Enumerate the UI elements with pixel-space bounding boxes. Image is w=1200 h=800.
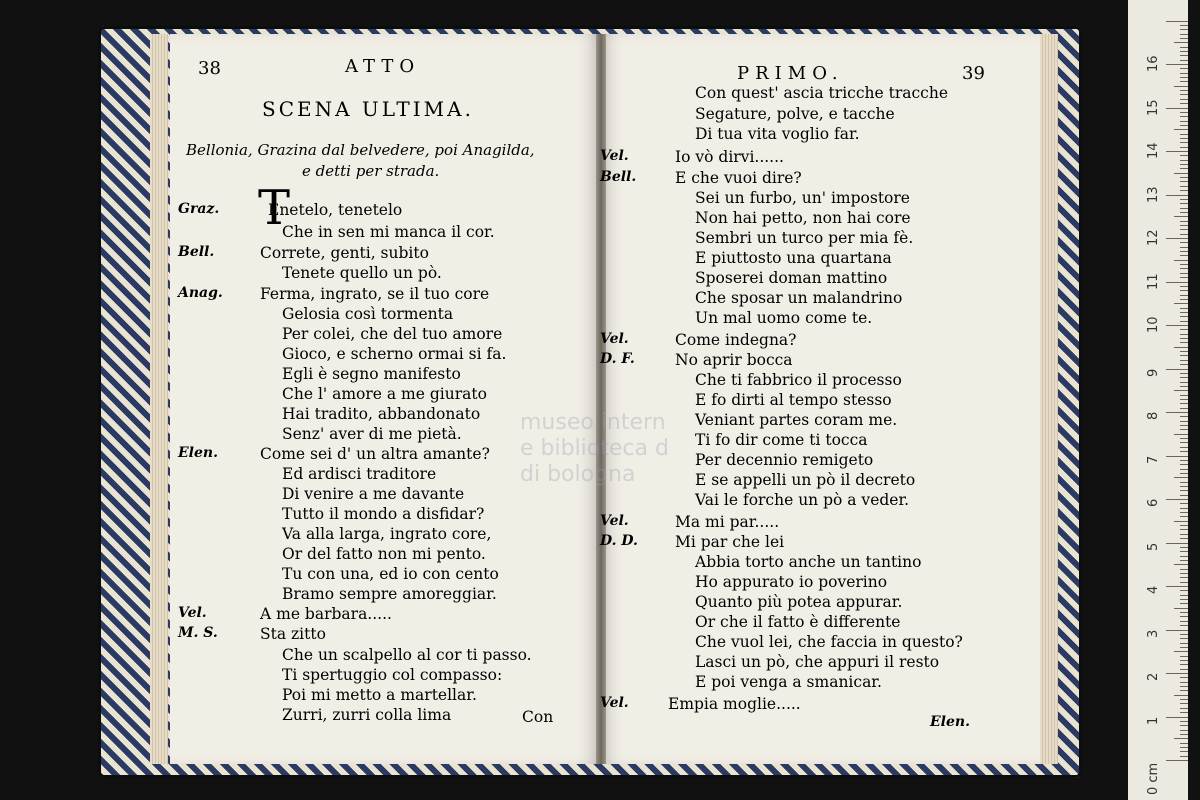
book-gutter [596,34,606,764]
ruler-tick [1174,347,1188,348]
ruler-tick [1174,390,1188,391]
ruler-tick [1180,186,1188,187]
ruler-tick [1180,168,1188,169]
ruler-tick [1180,81,1188,82]
speaker-label: Graz. [178,201,220,217]
ruler-tick [1180,464,1188,465]
ruler-tick [1180,334,1188,335]
ruler-tick [1166,195,1188,196]
verse-line: Per colei, che del tuo amore [282,325,503,343]
verse-line: Ti fo dir come ti tocca [695,431,868,449]
verse-line: Che vuol lei, che faccia in questo? [695,633,963,651]
ruler-tick [1180,482,1188,483]
left-page-edge [150,34,168,764]
verse-line: Va alla larga, ingrato core, [282,525,492,543]
ruler-tick [1180,712,1188,713]
right-page-edge [1040,34,1058,764]
ruler-tick [1166,108,1188,109]
ruler-tick [1180,686,1188,687]
ruler-tick [1174,129,1188,130]
ruler-tick [1180,490,1188,491]
ruler-tick [1180,242,1188,243]
ruler-tick [1180,599,1188,600]
verse-line: E poi venga a smanicar. [695,673,882,691]
speaker-label: Anag. [178,285,223,301]
verse-line: Tu con una, ed io con cento [282,565,499,583]
verse-line: Sembri un turco per mia fè. [695,229,914,247]
ruler-tick [1180,512,1188,513]
ruler-tick [1180,551,1188,552]
verse-line: Che ti fabbrico il processo [695,371,902,389]
ruler-tick [1180,121,1188,122]
ruler-tick [1180,634,1188,635]
ruler-tick [1166,325,1188,326]
drop-cap: T [258,180,291,236]
verse-line: Che l' amore a me giurato [282,385,487,403]
ruler-tick [1180,142,1188,143]
ruler-tick [1180,560,1188,561]
verse-line: Sta zitto [260,625,326,643]
ruler-number: 1 [1146,716,1161,725]
verse-line: Poi mi metto a martellar. [282,686,477,704]
ruler-tick [1180,295,1188,296]
ruler-tick [1180,273,1188,274]
ruler-tick [1180,155,1188,156]
speaker-label: Bell. [600,169,637,185]
ruler-tick [1180,199,1188,200]
ruler-tick [1180,51,1188,52]
ruler-tick [1166,21,1188,22]
ruler-tick [1174,608,1188,609]
left-running-head: ATTO [345,56,421,77]
verse-line: Senz' aver di me pietà. [282,425,462,443]
verse-line: Lasci un pò, che appuri il resto [695,653,940,671]
ruler-tick [1180,556,1188,557]
ruler-tick [1180,386,1188,387]
ruler-tick [1166,673,1188,674]
speaker-label: Elen. [178,445,218,461]
ruler-tick [1180,360,1188,361]
ruler-tick [1180,616,1188,617]
ruler-tick [1180,603,1188,604]
ruler-tick [1180,725,1188,726]
watermark-line: e biblioteca d [520,436,669,461]
verse-line: Gelosia così tormenta [282,305,454,323]
watermark-line: di bologna [520,462,636,487]
ruler-tick [1180,373,1188,374]
ruler-tick [1174,86,1188,87]
ruler-tick [1180,68,1188,69]
ruler-tick [1180,660,1188,661]
verse-line: Sposerei doman mattino [695,269,888,287]
right-running-head: PRIMO. [737,63,844,84]
ruler-tick [1180,312,1188,313]
ruler-tick [1180,516,1188,517]
ruler-tick [1180,395,1188,396]
ruler-number: 7 [1146,455,1161,464]
ruler-tick [1180,469,1188,470]
ruler-number: 10 [1146,316,1161,333]
verse-line: E fo dirti al tempo stesso [695,391,892,409]
ruler-tick [1180,447,1188,448]
ruler-tick [1180,721,1188,722]
ruler-tick [1180,208,1188,209]
speaker-label: Vel. [600,331,629,347]
verse-line: Ma mi par..... [675,513,780,531]
left-page-number: 38 [198,58,221,79]
ruler-tick [1180,329,1188,330]
ruler-tick [1180,643,1188,644]
ruler-tick [1180,255,1188,256]
verse-line: Tutto il mondo a disfidar? [282,505,485,523]
ruler-tick [1180,134,1188,135]
ruler-tick [1180,638,1188,639]
verse-line: Ti spertuggio col compasso: [282,666,503,684]
ruler-number: 2 [1146,672,1161,681]
ruler-tick [1180,751,1188,752]
watermark-line: museo intern [520,410,666,435]
ruler-tick [1180,125,1188,126]
scene-title: SCENA ULTIMA. [262,97,474,121]
speaker-label: Vel. [600,513,629,529]
verse-line: Un mal uomo come te. [695,309,873,327]
speaker-label: Vel. [600,148,629,164]
ruler-tick [1174,434,1188,435]
ruler-tick [1180,399,1188,400]
ruler-tick [1174,651,1188,652]
ruler-tick [1180,690,1188,691]
left-catchword: Con [522,708,554,726]
verse-line: Gioco, e scherno ormai si fa. [282,345,507,363]
ruler-tick [1180,99,1188,100]
ruler-tick [1180,677,1188,678]
ruler-tick [1180,351,1188,352]
ruler-tick [1174,521,1188,522]
ruler-tick [1180,525,1188,526]
speaker-label: Vel. [178,605,207,621]
ruler-number: 12 [1146,229,1161,246]
ruler-tick [1180,308,1188,309]
ruler-tick [1180,647,1188,648]
ruler-tick [1180,503,1188,504]
ruler-tick [1180,582,1188,583]
verse-line: Ed ardisci traditore [282,465,437,483]
verse-line: E piuttosto una quartana [695,249,892,267]
ruler-tick [1180,382,1188,383]
verse-line: Egli è segno manifesto [282,365,461,383]
ruler-tick [1180,656,1188,657]
ruler-tick [1180,190,1188,191]
ruler-tick [1180,569,1188,570]
verse-line: A me barbara..... [260,605,392,623]
speaker-label: Vel. [600,695,629,711]
ruler-tick [1180,94,1188,95]
ruler-tick [1180,29,1188,30]
ruler-tick [1166,456,1188,457]
ruler-tick [1180,416,1188,417]
ruler-tick [1180,425,1188,426]
ruler-tick [1180,203,1188,204]
ruler-tick [1180,247,1188,248]
ruler-tick [1166,586,1188,587]
ruler-tick [1166,543,1188,544]
verse-line: Tenete quello un pò. [282,264,442,282]
ruler-tick [1180,268,1188,269]
ruler-number: 8 [1146,411,1161,420]
ruler-tick [1180,290,1188,291]
ruler-tick [1180,103,1188,104]
ruler-tick [1180,112,1188,113]
watermark [520,410,669,488]
verse-line: Vai le forche un pò a veder. [695,491,910,509]
ruler-tick [1180,473,1188,474]
ruler-tick [1180,547,1188,548]
ruler-tick [1180,277,1188,278]
ruler-tick [1180,212,1188,213]
verse-line: Ferma, ingrato, se il tuo core [260,285,490,303]
verse-line: Per decennio remigeto [695,451,874,469]
verse-line: Or che il fatto è differente [695,613,901,631]
ruler-tick [1180,756,1188,757]
ruler-tick [1180,625,1188,626]
ruler-tick [1180,147,1188,148]
ruler-tick [1174,477,1188,478]
verse-line: Hai tradito, abbandonato [282,405,481,423]
ruler-tick [1174,738,1188,739]
ruler-tick [1180,116,1188,117]
ruler-number: 5 [1146,542,1161,551]
ruler-tick [1180,60,1188,61]
ruler-number: 4 [1146,585,1161,594]
ruler-tick [1180,342,1188,343]
ruler-tick [1180,421,1188,422]
ruler-tick [1180,682,1188,683]
ruler-tick [1180,408,1188,409]
ruler-tick [1180,138,1188,139]
ruler-tick [1180,495,1188,496]
ruler-tick [1180,338,1188,339]
ruler-number: 11 [1146,272,1161,290]
ruler-tick [1180,669,1188,670]
verse-line: Veniant partes coram me. [695,411,898,429]
ruler-number: 9 [1146,368,1161,377]
verse-line: Con quest' ascia tricche tracche [695,84,948,102]
ruler-tick [1180,595,1188,596]
ruler-tick [1180,321,1188,322]
verse-line: Che sposar un malandrino [695,289,903,307]
speaker-label: M. S. [178,625,218,641]
verse-line: Mi par che lei [675,533,785,551]
verse-line: Quanto più potea appurar. [695,593,903,611]
verse-line: Empia moglie..... [668,695,801,713]
ruler-tick [1180,47,1188,48]
ruler-tick [1180,251,1188,252]
ruler-number: 15 [1146,98,1161,116]
verse-line: E che vuoi dire? [675,169,802,187]
ruler-tick [1180,286,1188,287]
ruler-tick [1166,717,1188,718]
ruler-tick [1166,499,1188,500]
verse-line: Che un scalpello al cor ti passo. [282,646,532,664]
verse-line: Che in sen mi manca il cor. [282,223,495,241]
ruler-tick [1180,364,1188,365]
ruler-tick [1180,612,1188,613]
speaker-label: Bell. [178,244,215,260]
ruler-unit-label: 0 cm [1146,762,1161,795]
ruler-tick [1180,177,1188,178]
ruler-tick [1180,225,1188,226]
verse-line: Come sei d' un altra amante? [260,445,490,463]
verse-line: Bramo sempre amoreggiar. [282,585,497,603]
ruler-tick [1180,730,1188,731]
ruler-tick [1180,25,1188,26]
ruler-tick [1180,703,1188,704]
ruler-tick [1166,151,1188,152]
ruler-tick [1180,451,1188,452]
verse-line: E se appelli un pò il decreto [695,471,916,489]
ruler-tick [1180,181,1188,182]
verse-line: Segature, polve, e tacche [695,105,895,123]
ruler-tick [1180,77,1188,78]
ruler-tick [1180,621,1188,622]
ruler-tick [1180,38,1188,39]
ruler-tick [1180,664,1188,665]
ruler-tick [1174,216,1188,217]
ruler-tick [1180,590,1188,591]
verse-line: Non hai petto, non hai core [695,209,911,227]
ruler-tick [1180,573,1188,574]
ruler-tick [1180,221,1188,222]
ruler-number: 13 [1146,185,1161,203]
ruler-tick [1180,299,1188,300]
verse-line: Io vò dirvi...... [675,148,784,166]
ruler-tick [1180,264,1188,265]
ruler-tick [1174,303,1188,304]
right-catchword: Elen. [930,714,970,730]
ruler-tick [1180,577,1188,578]
verse-line: Ho appurato io poverino [695,573,888,591]
ruler-tick [1166,238,1188,239]
verse-line: No aprir bocca [675,351,793,369]
ruler-tick [1166,760,1188,761]
verse-line: Di tua vita voglio far. [695,125,860,143]
ruler-tick [1166,369,1188,370]
right-page-number: 39 [962,63,985,84]
ruler-tick [1180,743,1188,744]
verse-line: Or del fatto non mi pento. [282,545,486,563]
ruler-tick [1180,460,1188,461]
ruler-tick [1180,34,1188,35]
ruler-tick [1174,260,1188,261]
ruler-tick [1180,90,1188,91]
ruler-tick [1180,747,1188,748]
ruler-tick [1180,73,1188,74]
ruler-number: 16 [1146,55,1161,72]
ruler-tick [1180,229,1188,230]
verse-line: Enetelo, tenetelo [268,201,403,219]
verse-line: Come indegna? [675,331,797,349]
ruler-tick [1180,377,1188,378]
speaker-label: D. F. [600,351,635,367]
ruler-tick [1180,355,1188,356]
ruler-tick [1180,508,1188,509]
ruler-tick [1180,438,1188,439]
ruler-tick [1174,564,1188,565]
ruler-tick [1180,442,1188,443]
ruler-tick [1180,316,1188,317]
ruler-tick [1174,173,1188,174]
ruler-tick [1166,630,1188,631]
ruler-tick [1174,695,1188,696]
ruler-tick [1180,534,1188,535]
ruler-tick [1166,412,1188,413]
ruler-tick [1180,708,1188,709]
ruler-tick [1180,234,1188,235]
verse-line: Correte, genti, subito [260,244,429,262]
ruler-tick [1180,699,1188,700]
stage-direction-line-1: Bellonia, Grazina dal belvedere, poi Anagilda, [186,141,535,159]
ruler-tick [1180,160,1188,161]
ruler-tick [1180,486,1188,487]
ruler-tick [1180,164,1188,165]
ruler-tick [1180,734,1188,735]
ruler-number: 14 [1146,142,1161,159]
speaker-label: D. D. [600,533,638,549]
ruler-tick [1166,64,1188,65]
ruler-tick [1180,55,1188,56]
verse-line: Sei un furbo, un' impostore [695,189,910,207]
ruler-tick [1180,529,1188,530]
stage-direction-line-2: e detti per strada. [302,162,440,180]
ruler-tick [1180,538,1188,539]
ruler-tick [1166,282,1188,283]
ruler-number: 6 [1146,498,1161,507]
verse-line: Abbia torto anche un tantino [695,553,922,571]
verse-line: Di venire a me davante [282,485,465,503]
measurement-ruler [1128,0,1188,800]
ruler-number: 3 [1146,629,1161,638]
ruler-tick [1180,429,1188,430]
verse-line: Zurri, zurri colla lima [282,706,452,724]
ruler-tick [1180,403,1188,404]
ruler-tick [1174,42,1188,43]
